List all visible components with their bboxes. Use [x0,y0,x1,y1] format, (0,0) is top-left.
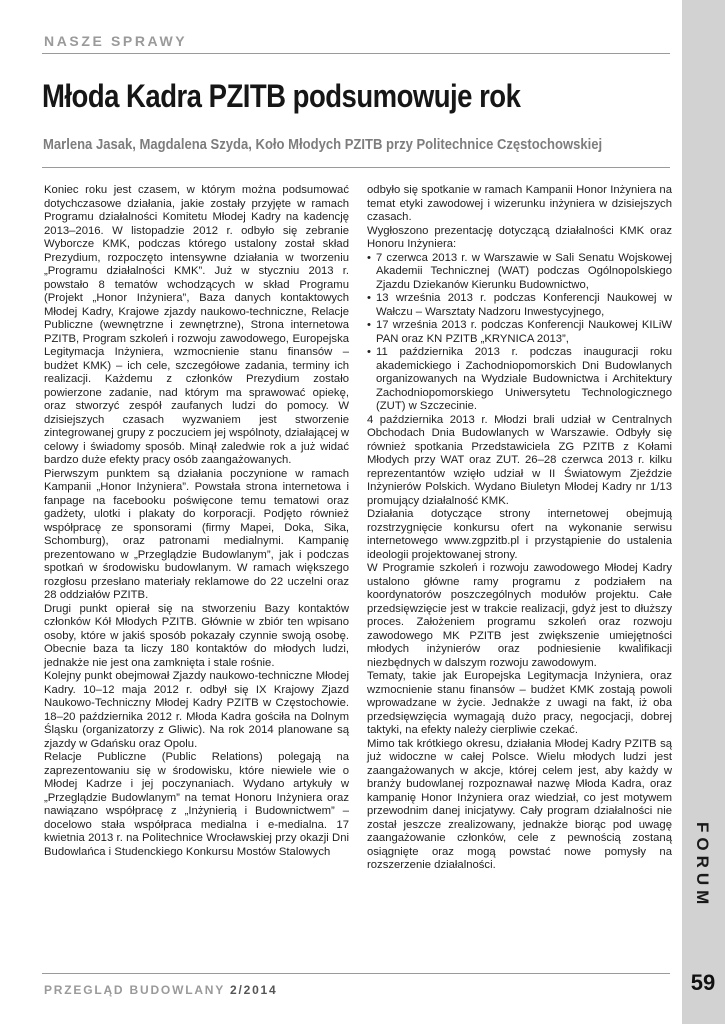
paragraph: Wygłoszono prezentację dotyczącą działalności KMK oraz Honoru Inżyniera: [367,224,672,250]
paragraph: Mimo tak krótkiego okresu, działania Młodej Kadry PZITB są już widoczne w całej Polsce. Wielu młodych ludzi jest zaangażowanych w akcje, której celem jest, aby każdy w branży budowlanej rozpoznawał nazwę Młoda Kadra, oraz kampanię Honor Inżyniera oraz wiedział, co jest motywem przewodnim danej inicjatywy. Cały program działalności nie został jeszcze zrealizowany, jednakże biorąc pod uwagę zaangażowanie członków, cele z pewnością zostaną osiągnięte oraz mogą powstać nowe pomysły na rozszerzenie działalności. [367,737,672,871]
left-column [44,184,349,859]
paragraph: Działania dotyczące strony internetowej obejmują rozstrzygnięcie konkursu ofert na wykonanie serwisu internetowego www.zgpzitb.pl i przystąpienie do ustalenia ideologii projektowanej strony. [367,508,672,561]
bullet-icon: • [367,251,371,264]
paragraph: Tematy, takie jak Europejska Legitymacja Inżyniera, oraz wzmocnienie stanu finansów – budżet KMK zostają powoli wprowadzane w życie. Jednakże z uwagi na fakt, iż oba przedsięwzięcia wymagają dużo pracy, negocjacji, dobrej taktyki, na efekty należy cierpliwie czekać. [367,670,672,736]
paragraph: Kolejny punkt obejmował Zjazdy naukowo-techniczne Młodej Kadry. 10–12 maja 2012 r. odbył się IX Krajowy Zjazd Naukowo-Techniczny Młodej Kadry PZITB w Częstochowie. 18–20 października 2012 r. Młoda Kadra gościła na Dolnym Śląsku (organizatorzy z Gliwic). Na rok 2014 planowane są zjazdy w Gdańsku oraz Opolu. [44,670,349,750]
footer-divider [42,973,670,974]
footer-journal [44,983,278,997]
paragraph: W Programie szkoleń i rozwoju zawodowego Młodej Kadry ustalono główne ramy programu z podziałem na koordynatorów poszczególnych modułów projektu. Całe przedsięwzięcie jest w trakcie realizacji, gdyż jest to dłuższy proces. Założeniem programu szkoleń oraz rozwoju zawodowego MK PZITB jest zwiększenie umiejętności młodych inżynierów oraz podniesienie kwalifikacji niezbędnych w dalszym rozwoju zawodowym. [367,562,672,669]
paragraph: Drugi punkt opierał się na stworzeniu Bazy kontaktów członków Kół Młodych PZITB. Głównie w zbiór ten wpisano osoby, które w jakiś sposób pokazały czynnie swoją osobę. Obecnie baza ta liczy 180 kontaktów do młodych ludzi, jednakże nie jest ona zamknięta i stale rośnie. [44,602,349,669]
list-item [367,292,672,319]
list-item [367,319,672,346]
bullet-icon: • [367,292,371,304]
list-item-text: 7 czerwca 2013 r. w Warszawie w Sali Senatu Wojskowej Akademii Technicznej (WAT) podczas Ogólnopolskiego Zjazdu Dziekanów Kierunku Budownictwo, [376,251,672,291]
bullet-icon: • [367,319,371,331]
paragraph: odbyło się spotkanie w ramach Kampanii Honor Inżyniera na temat etyki zawodowej i wizerunku inżyniera w dzisiejszych czasach. [367,184,672,223]
list-item [367,346,672,414]
page-number: 59 [690,970,716,995]
right-column [367,184,672,873]
journal-issue: 2/2014 [229,983,278,997]
list-item-text: 11 października 2013 r. podczas inauguracji roku akademickiego i Zachodniopomorskich Dni Budowlanych organizowanych na Wydziale Budownictwa i Architektury Zachodniopomorskiego Uniwersytetu Technologicznego (ZUT) w Szczecinie. [376,346,672,412]
article-title: Młoda Kadra PZITB podsumowuje rok [42,78,521,114]
paragraph: Koniec roku jest czasem, w którym można podsumować dotychczasowe działania, jakie zostały przyjęte w ramach Programu działalności Komitetu Młodej Kadry na kadencję 2013–2016. W listopadzie 2012 r. odbyło się zebranie Wyborcze KMK, podczas którego ustalony został skład Prezydium, rozpoczęto intensywne działania w tworzeniu „Programu działalności KMK”. Już w styczniu 2013 r. powstało 8 tematów wchodzących w skład Programu (Projekt „Honor Inżyniera”, Baza danych kontaktowych Młodej Kadry, Krajowe zjazdy naukowo-techniczne, Relacje Publiczne (wewnętrzne i zewnętrzne), Strona internetowa PZITB, Program szkoleń i rozwoju zawodowego, Europejska Legitymacja Inżyniera, wzmocnienie stanu finansów – budżet KMK) – ich cele, szczegółowe zadania, terminy ich realizacji. Każdemu z członków Prezydium zostało powierzone zadanie, nad którym ma sprawować opiekę, oraz stworzyć zespół zaufanych ludzi do pomocy. W dzisiejszych czasach wyzwaniem jest stworzenie zintegrowanej grupy z poczuciem jej wspólnoty, działającej w celowy i świadomy sposób. Minął zaledwie rok a już widać bardzo duże efekty pracy osób zaangażowanych. [44,184,349,466]
paragraph: Relacje Publiczne (Public Relations) polegają na zaprezentowaniu się w środowisku, które niewiele wie o Młodej Kadrze i jej poczynaniach. Wydano artykuły w „Przeglądzie Budowlanym” na temat Honoru Inżyniera oraz nawiązano współpracę z „Inżynierią i Budownictwem” – docelowo stała współpraca medialna i e-medialna. 17 kwietnia 2013 r. na Politechnice Wrocławskiej przy okazji Dni Budowlańca i Studenckiego Konkursu Mostów Stalowych [44,751,349,858]
article-authors: Marlena Jasak, Magdalena Szyda, Koło Młodych PZITB przy Politechnice Częstochowskiej [43,137,603,153]
section-label: NASZE SPRAWY [44,33,188,49]
list-item [367,252,672,293]
list-item-text: 17 września 2013 r. podczas Konferencji Naukowej KILiW PAN oraz KN PZITB „KRYNICA 2013”, [376,319,672,345]
journal-name: PRZEGLĄD BUDOWLANY [44,983,225,997]
list-item-text: 13 września 2013 r. podczas Konferencji Naukowej w Wałczu – Warsztaty Nadzoru Inwestycyjnego, [376,292,672,318]
top-divider [42,53,670,54]
paragraph: 4 października 2013 r. Młodzi brali udział w Centralnych Obchodach Dnia Budowlanych w Warszawie. Odbyły się również spotkania Przedstawiciela ZG PZITB z Kołami Młodych przy WAT oraz ZUT. 26–28 czerwca 2013 r. kilku reprezentantów wzięło udział w II Światowym Zjeździe Inżynierów Polskich. Wydano Biuletyn Młodej Kadry nr 1/13 promujący działalność KMK. [367,413,672,507]
events-list [367,252,672,414]
side-section-label-text: FORUM [693,822,712,910]
paragraph: Pierwszym punktem są działania poczynione w ramach Kampanii „Honor Inżyniera”. Powstała strona internetowa i fanpage na facebooku poświęcone temu tematowi oraz gadżety, ulotki i plakaty do korporacji. Podjęto również współpracę ze sponsorami (firmy Mapei, Doka, Sika, Schomburg), oraz patronami medialnymi. Kampanię prezentowano w „Przeglądzie Budowlanym”, jak i podczas spotkań w środowisku budowlanym. W ramach większego rozgłosu przesłano materiały reklamowe do 22 uczelni oraz 28 oddziałów PZITB. [44,467,349,601]
header-divider [42,167,670,168]
bullet-icon: • [367,346,371,358]
